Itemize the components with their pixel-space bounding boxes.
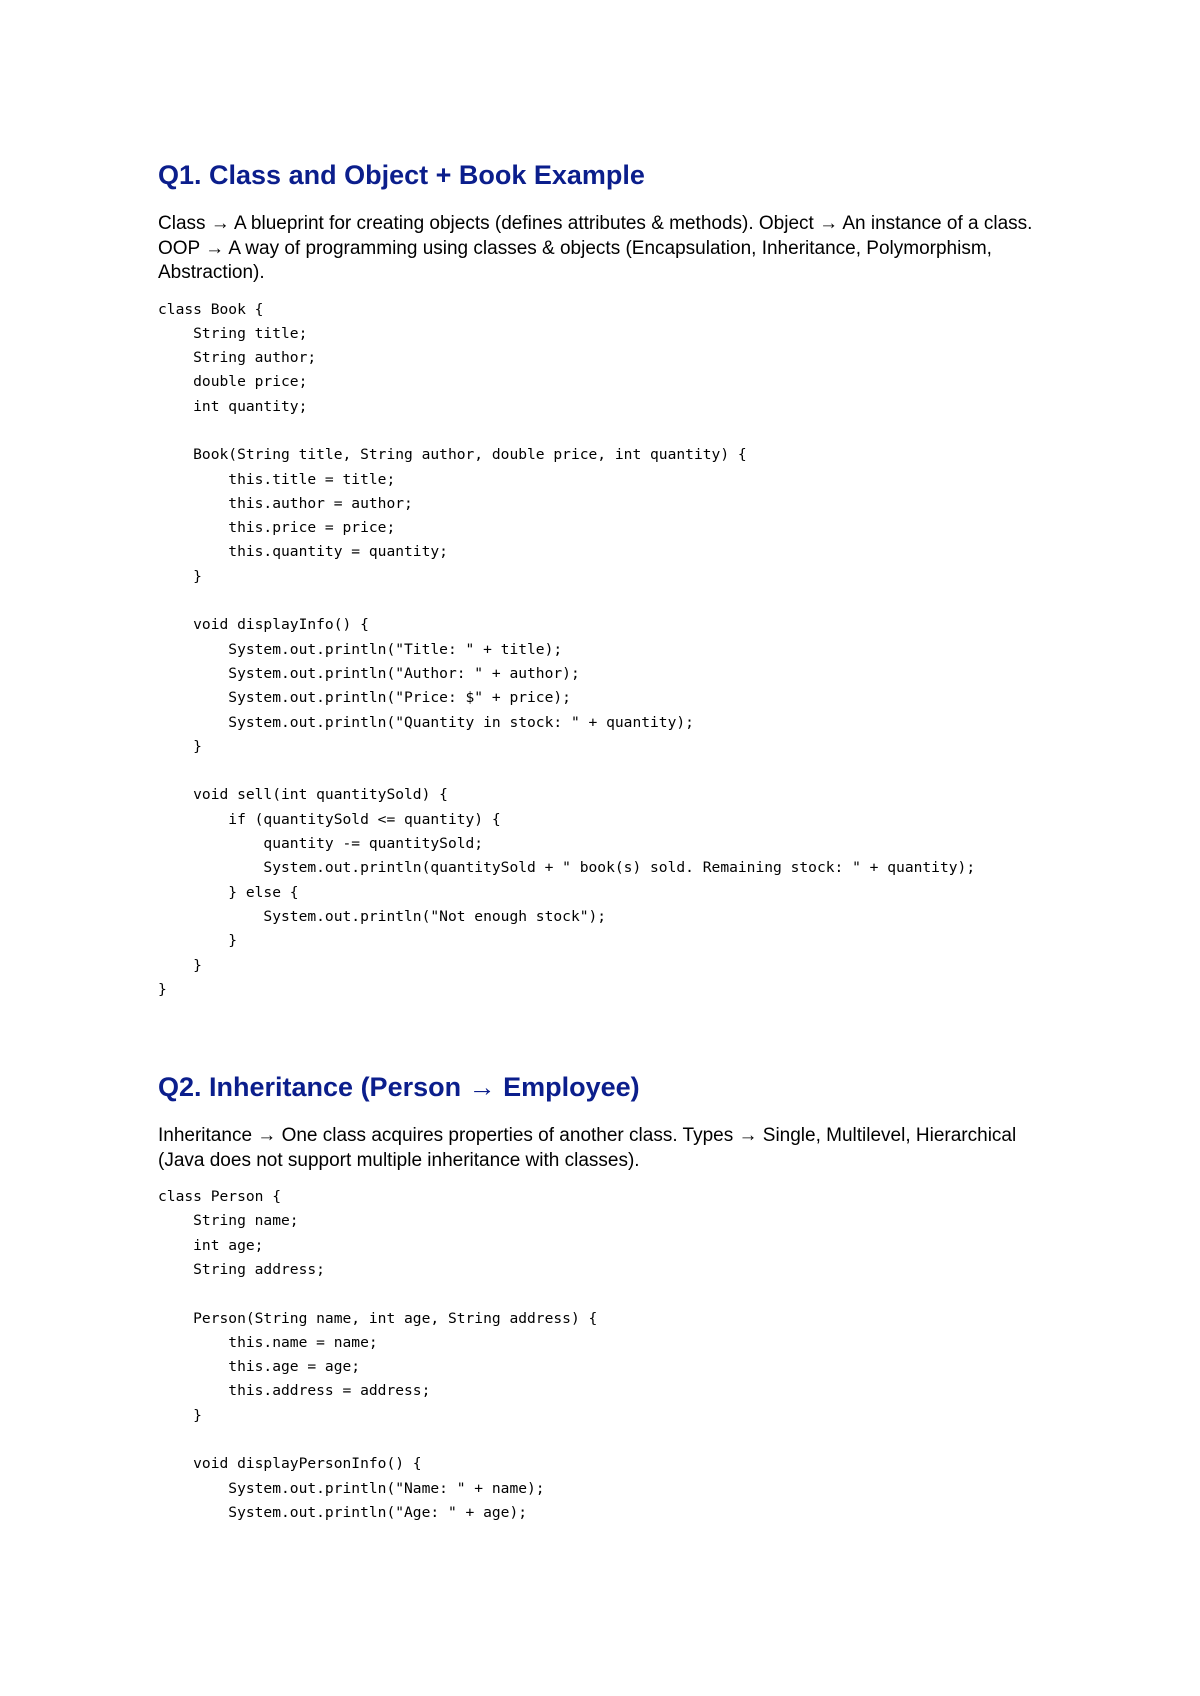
document-page: [158, 156, 1168, 1525]
section-title-q2: Q2. Inheritance (Person → Employee): [158, 1072, 640, 1103]
code-block-person-class: class Person { String name; int age; String address; Person(String name, int age, String address) { this.name = name; this.age = age; this.address = address; } void displayPersonInfo() { System.out.println("Name: " + name); System.out.println("Age: " + age);: [158, 1188, 598, 1521]
section-q2: [158, 1068, 1168, 1525]
section-q1: [158, 156, 1168, 1002]
code-block-book-class: class Book { String title; String author; double price; int quantity; Book(String title, String author, double price, int quantity) { this.title = title; this.author = author; this.price = price; this.quantity = quantity; } void displayInfo() { System.out.println("Title: " + title); System.out.println("Author: " + author); System.out.println("Price: $" + price); System.out.println("Quantity in stock: " + quantity); } void sell(int quantitySold) { if (quantitySold <= quantity) { quantity -= quantitySold; System.out.println(quantitySold + " book(s) sold. Remaining stock: " + quantity); } else { System.out.println("Not enough stock"); } } }: [158, 300, 976, 998]
section-title-q1: Q1. Class and Object + Book Example: [158, 160, 645, 190]
section-description-q1: Class → A blueprint for creating objects (defines attributes & methods). Object → An instance of a class. OOP → A way of programming using classes & objects (Encapsulation, Inheritance, Polymorphism, Abstraction).: [158, 213, 1033, 283]
section-description-q2: Inheritance → One class acquires properties of another class. Types → Single, Multilevel, Hierarchical (Java does not support multiple inheritance with classes).: [158, 1125, 1017, 1171]
